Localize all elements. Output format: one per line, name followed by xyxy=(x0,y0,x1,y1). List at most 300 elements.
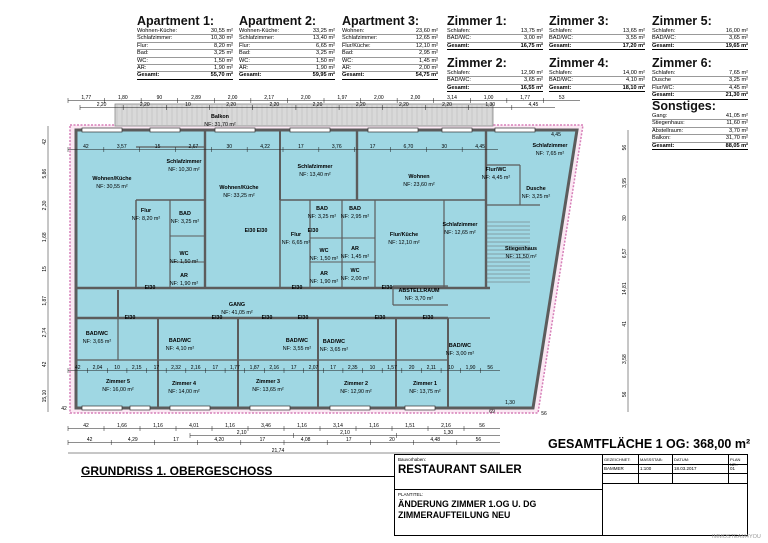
tv-plannr: 01 xyxy=(730,466,736,471)
project-name: RESTAURANT SAILER xyxy=(398,464,522,476)
schedule-value: 30,55 m² xyxy=(210,28,233,34)
door-rating: EI30 xyxy=(211,315,223,321)
dimension-label: 17 xyxy=(298,144,304,150)
dimension-label: 10 xyxy=(448,365,454,371)
door-rating: EI30 xyxy=(422,315,434,321)
room-area: NF: 12,90 m² xyxy=(340,389,372,395)
room-area: NF: 12,65 m² xyxy=(444,230,476,236)
dimension-label: 4,48 xyxy=(430,437,441,443)
dimension-label: 56 xyxy=(622,391,628,398)
schedule-label: Schlafen: xyxy=(652,28,676,34)
schedule-total-value: 21,30 m² xyxy=(725,92,748,99)
schedule-total-label: Gesamt: xyxy=(549,42,572,49)
tv-gezeichnet: BAMMER xyxy=(604,466,624,471)
dimension-label: 53 xyxy=(558,95,565,101)
schedule-label: Flur/Küche: xyxy=(342,42,371,49)
schedule-total-value: 19,65 m² xyxy=(725,42,748,49)
schedule-value: 7,65 m² xyxy=(729,70,748,76)
room-name: WC xyxy=(350,268,360,274)
dimension-label: 2,17 xyxy=(264,95,275,101)
dimension-label: 15 xyxy=(154,144,161,150)
total-area: GESAMTFLÄCHE 1 OG: 368,00 m² xyxy=(548,437,751,451)
dimension-label: 42 xyxy=(83,144,89,150)
schedule-total-label: Gesamt: xyxy=(549,84,572,91)
schedule-value: 41,05 m² xyxy=(725,113,748,119)
dimension-label: 3,57 xyxy=(116,144,127,150)
schedule-total-label: Gesamt: xyxy=(652,142,675,149)
dimension-label: 2,00 xyxy=(410,95,421,101)
room-name: BAD xyxy=(179,211,191,217)
room-area: NF: 1,50 m² xyxy=(169,259,199,265)
schedule-label: Schlafen: xyxy=(549,70,573,76)
room-area: NF: 3,25 m² xyxy=(521,194,551,200)
window xyxy=(130,406,150,410)
dimension-label: 1,77 xyxy=(81,95,92,101)
dimension-label: 42 xyxy=(75,365,81,371)
room-name: Flur xyxy=(290,232,302,238)
window xyxy=(442,128,472,132)
dimension-label: 2,07 xyxy=(308,365,319,371)
dimension-label: 20 xyxy=(389,437,395,443)
schedule-total-label: Gesamt: xyxy=(652,42,675,49)
schedule-label: WC: xyxy=(239,57,250,64)
dimension-label: 1,30 xyxy=(505,400,515,406)
schedule-total-value: 18,10 m² xyxy=(622,84,645,91)
schedule-label: Dusche xyxy=(652,77,671,84)
dimension-label: 1,16 xyxy=(153,423,163,429)
room-name: Stiegenhaus xyxy=(504,246,538,252)
schedule-label: BAD/WC: xyxy=(447,35,471,42)
room-name: WC xyxy=(179,251,189,257)
room-name: Wohnen/Küche xyxy=(92,176,132,182)
door-rating: EI30 xyxy=(144,285,156,291)
room-area: NF: 1,90 m² xyxy=(309,279,339,285)
door-rating: EI30 xyxy=(244,228,256,234)
dimension-label: 42 xyxy=(61,406,67,412)
dimension-label: 2,15 xyxy=(131,365,142,371)
schedule-label: WC: xyxy=(137,57,148,64)
dimension-label: 2,00 xyxy=(227,95,238,101)
schedule-title: Zimmer 6: xyxy=(652,56,712,70)
room-area: NF: 3,25 m² xyxy=(170,219,200,225)
schedule-title: Sonstiges: xyxy=(652,99,716,113)
schedule-value: 3,70 m² xyxy=(729,127,748,134)
tv-datum: 18.03.2017 xyxy=(674,466,697,471)
window xyxy=(330,406,370,410)
dimension-label: 17 xyxy=(173,437,179,443)
dimension-label: 56 xyxy=(487,365,493,371)
schedule-total-value: 16,55 m² xyxy=(520,84,543,91)
room-name: Balkon xyxy=(211,114,229,120)
schedule-total-label: Gesamt: xyxy=(342,72,365,79)
dimension-label: 30 xyxy=(441,144,448,150)
schedule-label: Bad: xyxy=(342,50,354,57)
th-gezeichnet: GEZEICHNET: xyxy=(604,457,631,462)
dimension-label: 1,68 xyxy=(42,232,48,243)
room-name: Zimmer 1 xyxy=(413,381,437,387)
window xyxy=(250,406,290,410)
room-area: NF: 31,70 m² xyxy=(204,122,236,128)
schedule-label: Flur: xyxy=(137,42,149,49)
room-name: Wohnen/Küche xyxy=(219,185,259,191)
th-plannr: PLAN NR.: xyxy=(730,457,741,467)
door-rating: EI30 xyxy=(291,285,303,291)
door-rating: EI30 xyxy=(307,228,319,234)
dimension-label: 1,00 xyxy=(483,95,494,101)
room-area: NF: 3,00 m² xyxy=(445,351,475,357)
room-area: NF: 3,70 m² xyxy=(404,296,434,302)
dimension-label: 1,87 xyxy=(42,295,48,306)
door-rating: EI30 xyxy=(297,315,309,321)
schedule-label: Flur: xyxy=(239,42,251,49)
room-name: Zimmer 2 xyxy=(344,381,368,387)
schedule-value: 14,00 m² xyxy=(622,70,645,76)
dimension-label: 3,14 xyxy=(333,423,343,429)
bauvorhaben-label: Bauvorhaben: xyxy=(398,457,427,462)
room-name: BAD/WC xyxy=(168,338,192,344)
window xyxy=(495,128,535,132)
schedule-title: Zimmer 3: xyxy=(549,14,609,28)
room-area: NF: 3,25 m² xyxy=(307,214,337,220)
schedule-title: Apartment 1: xyxy=(137,14,215,28)
schedule-label: Wohnen: xyxy=(342,28,365,34)
schedule-total-value: 17,20 m² xyxy=(622,42,645,49)
schedule-label: BAD/WC: xyxy=(549,35,573,42)
dimension-label: 6,70 xyxy=(403,144,414,150)
schedule-total-value: 59,95 m² xyxy=(312,72,335,79)
schedule-label: Schlafen: xyxy=(447,28,471,34)
dimension-label: 56 xyxy=(541,411,547,417)
schedule-total-value: 16,75 m² xyxy=(520,42,543,49)
schedule-value: 3,00 m² xyxy=(524,35,543,42)
schedule-value: 2,00 m² xyxy=(419,65,438,72)
schedule-title: Zimmer 1: xyxy=(447,14,507,28)
window xyxy=(82,128,122,132)
schedule-value: 23,60 m² xyxy=(415,28,438,34)
dimension-label: 1,57 xyxy=(387,365,397,371)
dimension-label: 69 xyxy=(489,409,495,415)
room-area: NF: 23,60 m² xyxy=(403,182,435,188)
dimension-label: 5,86 xyxy=(42,168,48,179)
dimension-label: 17 xyxy=(259,437,266,443)
window xyxy=(82,406,122,410)
room-area: NF: 13,65 m² xyxy=(252,387,284,393)
room-name: BAD/WC xyxy=(448,343,472,349)
dimension-label: 2,20 xyxy=(139,102,150,108)
schedule-value: 3,25 m² xyxy=(316,50,335,57)
schedule-label: Wohnen-Küche: xyxy=(239,28,280,34)
schedule-value: 31,70 m² xyxy=(725,135,748,142)
schedule-label: Schlafzimmer: xyxy=(137,35,173,42)
dimension-label: 10 xyxy=(185,102,191,108)
schedule-value: 1,90 m² xyxy=(214,65,233,72)
room-name: BAD/WC xyxy=(322,339,346,345)
schedule-label: Stiegenhaus: xyxy=(652,120,685,127)
dimension-label: 56 xyxy=(475,437,482,443)
schedule-value: 3,65 m² xyxy=(729,35,748,42)
dimension-label: 2,89 xyxy=(191,95,201,101)
schedule-value: 13,40 m² xyxy=(312,35,335,42)
th-massstab: MASSSTAB: xyxy=(640,457,663,462)
room-name: AR xyxy=(320,271,328,277)
schedule-value: 11,60 m² xyxy=(726,120,748,127)
schedule-total-value: 54,75 m² xyxy=(415,72,438,79)
schedule-label: AR: xyxy=(137,65,147,72)
schedule-label: Abstellraum: xyxy=(652,127,684,134)
dimension-label: 10 xyxy=(114,365,120,371)
plan-title-line2: ZIMMERAUFTEILUNG NEU xyxy=(398,510,511,520)
dimension-label: 90 xyxy=(156,95,163,101)
room-area: NF: 3,65 m² xyxy=(319,347,349,353)
dimension-label: 1,97 xyxy=(337,95,348,101)
dimension-label: 1,16 xyxy=(225,423,235,429)
dimension-label: 2,20 xyxy=(442,102,452,108)
schedule-label: Schlafen: xyxy=(549,28,573,34)
dimension-label: 15 xyxy=(42,266,48,272)
schedule-value: 8,20 m² xyxy=(214,42,233,49)
dimension-label: 2,10 xyxy=(236,430,247,436)
dimension-label: 2,35 xyxy=(347,365,358,371)
schedule-label: BAD/WC: xyxy=(447,77,471,84)
schedule-total-label: Gesamt: xyxy=(447,84,470,91)
room-area: NF: 4,45 m² xyxy=(481,175,511,181)
schedule-value: 4,10 m² xyxy=(626,77,645,84)
dimension-label: 2,74 xyxy=(42,327,48,338)
dimension-label: 2,20 xyxy=(226,102,237,108)
room-name: Zimmer 5 xyxy=(106,379,130,385)
dimension-label: 6,57 xyxy=(622,248,628,259)
room-name: Schlafzimmer xyxy=(166,159,202,165)
schedule-value: 12,10 m² xyxy=(415,42,438,49)
room-name: Flur xyxy=(140,208,152,214)
dimension-label: 3,76 xyxy=(331,144,342,150)
dimension-label: 42 xyxy=(86,437,93,443)
room-name: Dusche xyxy=(526,186,546,192)
room-area: NF: 14,00 m² xyxy=(168,389,200,395)
dimension-label: 1,30 xyxy=(443,430,454,436)
dimension-label: 4,45 xyxy=(528,102,539,108)
dimension-label: 4,45 xyxy=(475,144,485,150)
schedule-value: 4,45 m² xyxy=(729,84,748,91)
room-name: GANG xyxy=(228,302,246,308)
dimension-label: 4,45 xyxy=(551,132,561,138)
dimension-label: 2,00 xyxy=(300,95,311,101)
dimension-label: 17 xyxy=(330,365,336,371)
room-area: NF: 8,20 m² xyxy=(131,216,161,222)
schedule-label: Balkon: xyxy=(652,135,671,142)
schedule-value: 2,95 m² xyxy=(419,50,438,57)
room-area: NF: 2,95 m² xyxy=(340,214,370,220)
dimension-label: 3,95 xyxy=(622,178,628,188)
room-area: NF: 1,50 m² xyxy=(309,256,339,262)
schedule-value: 3,25 m² xyxy=(214,50,233,57)
dimension-label: 1,87 xyxy=(249,365,260,371)
room-name: Zimmer 3 xyxy=(256,379,280,385)
dimension-label: 20 xyxy=(408,365,415,371)
room-name: BAD/WC xyxy=(85,331,109,337)
room-name: WC xyxy=(319,248,329,254)
schedule-value: 1,90 m² xyxy=(316,65,335,72)
room-name: Schlafzimmer xyxy=(442,222,478,228)
schedule-label: WC: xyxy=(342,57,353,64)
schedule-total-label: Gesamt: xyxy=(239,72,262,79)
schedule-label: Bad: xyxy=(137,50,149,57)
schedule-label: BAD/WC: xyxy=(652,35,676,42)
room-area: NF: 2,00 m² xyxy=(340,276,370,282)
schedule-title: Zimmer 5: xyxy=(652,14,712,28)
dimension-label: 2,30 xyxy=(42,200,48,211)
schedule-value: 1,45 m² xyxy=(419,57,438,64)
dimension-label: 30 xyxy=(622,215,628,221)
dimension-label: 17 xyxy=(212,365,219,371)
dimension-label: 17 xyxy=(153,365,160,371)
room-name: Wohnen xyxy=(408,174,430,180)
room-area: NF: 30,55 m² xyxy=(96,184,128,190)
schedule-label: Flur/WC: xyxy=(652,84,675,91)
dimension-label: 2,10 xyxy=(340,430,350,436)
room-area: NF: 1,45 m² xyxy=(340,254,370,260)
room-area: NF: 3,65 m² xyxy=(82,339,112,345)
dimension-label: 17 xyxy=(369,144,376,150)
dimension-label: 1,77 xyxy=(230,365,240,371)
room-area: NF: 4,10 m² xyxy=(165,346,195,352)
schedule-label: AR: xyxy=(342,65,352,72)
dimension-label: 4,20 xyxy=(214,437,225,443)
door-rating: EI30 xyxy=(256,228,268,234)
tv-massstab: 1:100 xyxy=(640,466,652,471)
schedule-value: 33,25 m² xyxy=(312,28,335,34)
room-name: BAD/WC xyxy=(285,338,309,344)
room-name: BAD xyxy=(316,206,328,212)
dimension-label: 4,22 xyxy=(260,144,270,150)
window xyxy=(290,128,330,132)
schedule-value: 12,65 m² xyxy=(415,35,438,42)
schedule-value: 13,65 m² xyxy=(622,28,645,34)
room-area: NF: 10,30 m² xyxy=(168,167,200,173)
schedule-value: 3,25 m² xyxy=(729,77,748,84)
dimension-label: 2,67 xyxy=(188,144,199,150)
schedule-label: Schlafzimmer: xyxy=(342,35,378,42)
door-rating: EI30 xyxy=(261,315,273,321)
room-area: NF: 16,00 m² xyxy=(102,387,134,393)
planinhalt-label: PLANTITEL: xyxy=(398,492,424,497)
room-name: ABSTELLRAUM xyxy=(398,288,440,294)
floor-title: GRUNDRISS 1. OBERGESCHOSS xyxy=(81,464,273,478)
schedule-label: Gang: xyxy=(652,113,668,119)
schedule-total-value: 88,05 m² xyxy=(725,142,748,149)
dimension-label: 2,20 xyxy=(96,102,107,108)
window xyxy=(368,128,418,132)
window xyxy=(150,128,180,132)
dimension-label: 3,58 xyxy=(622,354,628,364)
room-area: NF: 3,55 m² xyxy=(282,346,312,352)
room-name: Schlafzimmer xyxy=(532,143,568,149)
dimension-label: 4,29 xyxy=(127,437,138,443)
dimension-label: 15,10 xyxy=(42,389,48,403)
door-rating: EI30 xyxy=(374,315,386,321)
schedule-total-label: Gesamt: xyxy=(447,42,470,49)
dimension-label: 3,46 xyxy=(261,423,271,429)
dimension-label: 17 xyxy=(291,365,297,371)
schedule-label: Schlafzimmer: xyxy=(239,35,275,42)
schedule-title: Apartment 2: xyxy=(239,14,317,28)
room-name: Flur/WC xyxy=(485,167,507,173)
dimension-label: 2,20 xyxy=(312,102,323,108)
room-area: NF: 11,50 m² xyxy=(505,254,537,260)
dimension-label: 56 xyxy=(622,144,628,151)
dimension-label: 1,80 xyxy=(117,95,128,101)
room-name: Schlafzimmer xyxy=(297,164,333,170)
schedule-label: AR: xyxy=(239,65,249,72)
title-block xyxy=(394,454,748,536)
window xyxy=(215,128,255,132)
schedule-value: 3,55 m² xyxy=(626,35,645,42)
dimension-label: 2,16 xyxy=(441,423,451,429)
room-name: AR xyxy=(351,246,359,252)
schedule-total-value: 55,70 m² xyxy=(210,72,233,79)
room-area: NF: 41,05 m² xyxy=(221,310,253,316)
th-datum: DATUM: xyxy=(674,457,690,462)
window xyxy=(170,406,210,410)
dimension-label: 3,14 xyxy=(447,95,457,101)
room-area: NF: 13,75 m² xyxy=(409,389,441,395)
dimension-label: 1,90 xyxy=(465,365,476,371)
room-area: NF: 13,40 m² xyxy=(299,172,331,178)
dimension-label: 2,16 xyxy=(190,365,201,371)
dimension-label: 2,16 xyxy=(269,365,280,371)
dimension-label: 10 xyxy=(369,365,376,371)
schedule-label: Schlafen: xyxy=(447,70,471,76)
dimension-label: 30 xyxy=(226,144,233,150)
dimension-label: 2,32 xyxy=(171,365,181,371)
schedule-title: Apartment 3: xyxy=(342,14,420,28)
room-area: NF: 7,65 m² xyxy=(535,151,565,157)
watermark: IMMOSTEAM4YOU xyxy=(712,534,761,540)
schedule-value: 1,50 m² xyxy=(316,57,335,64)
dimension-label: 42 xyxy=(42,361,48,368)
schedule-value: 12,90 m² xyxy=(520,70,543,76)
dimension-label: 1,51 xyxy=(405,423,415,429)
schedule-label: Schlafen: xyxy=(652,70,676,76)
dimension-label: 1,30 xyxy=(485,102,496,108)
schedule-value: 3,65 m² xyxy=(524,77,543,84)
dimension-label: 1,66 xyxy=(117,423,127,429)
schedule-total-label: Gesamt: xyxy=(137,72,160,79)
dimension-label: 1,16 xyxy=(297,423,307,429)
room-name: BAD xyxy=(349,206,361,212)
dimension-label: 42 xyxy=(42,139,48,145)
dimension-label: 2,20 xyxy=(269,102,280,108)
dimension-label: 17 xyxy=(346,437,352,443)
dimension-label: 4,08 xyxy=(300,437,311,443)
dimension-label: 1,16 xyxy=(369,423,379,429)
schedule-total-label: Gesamt: xyxy=(652,92,675,99)
room-area: NF: 33,25 m² xyxy=(223,193,255,199)
dimension-label: 2,11 xyxy=(426,365,436,371)
room-area: NF: 6,65 m² xyxy=(281,240,311,246)
dimension-label: 4,01 xyxy=(189,423,199,429)
dimension-total: 21,74 xyxy=(271,448,285,454)
plan-title-line1: ÄNDERUNG ZIMMER 1.OG U. DG xyxy=(398,499,537,509)
schedule-value: 10,30 m² xyxy=(210,35,233,42)
room-area: NF: 1,90 m² xyxy=(169,281,199,287)
schedule-value: 1,50 m² xyxy=(214,57,233,64)
schedule-title: Zimmer 4: xyxy=(549,56,609,70)
room-name: AR xyxy=(180,273,188,279)
room-area: NF: 12,10 m² xyxy=(388,240,420,246)
dimension-label: 2,20 xyxy=(398,102,409,108)
door-rating: EI30 xyxy=(381,285,393,291)
